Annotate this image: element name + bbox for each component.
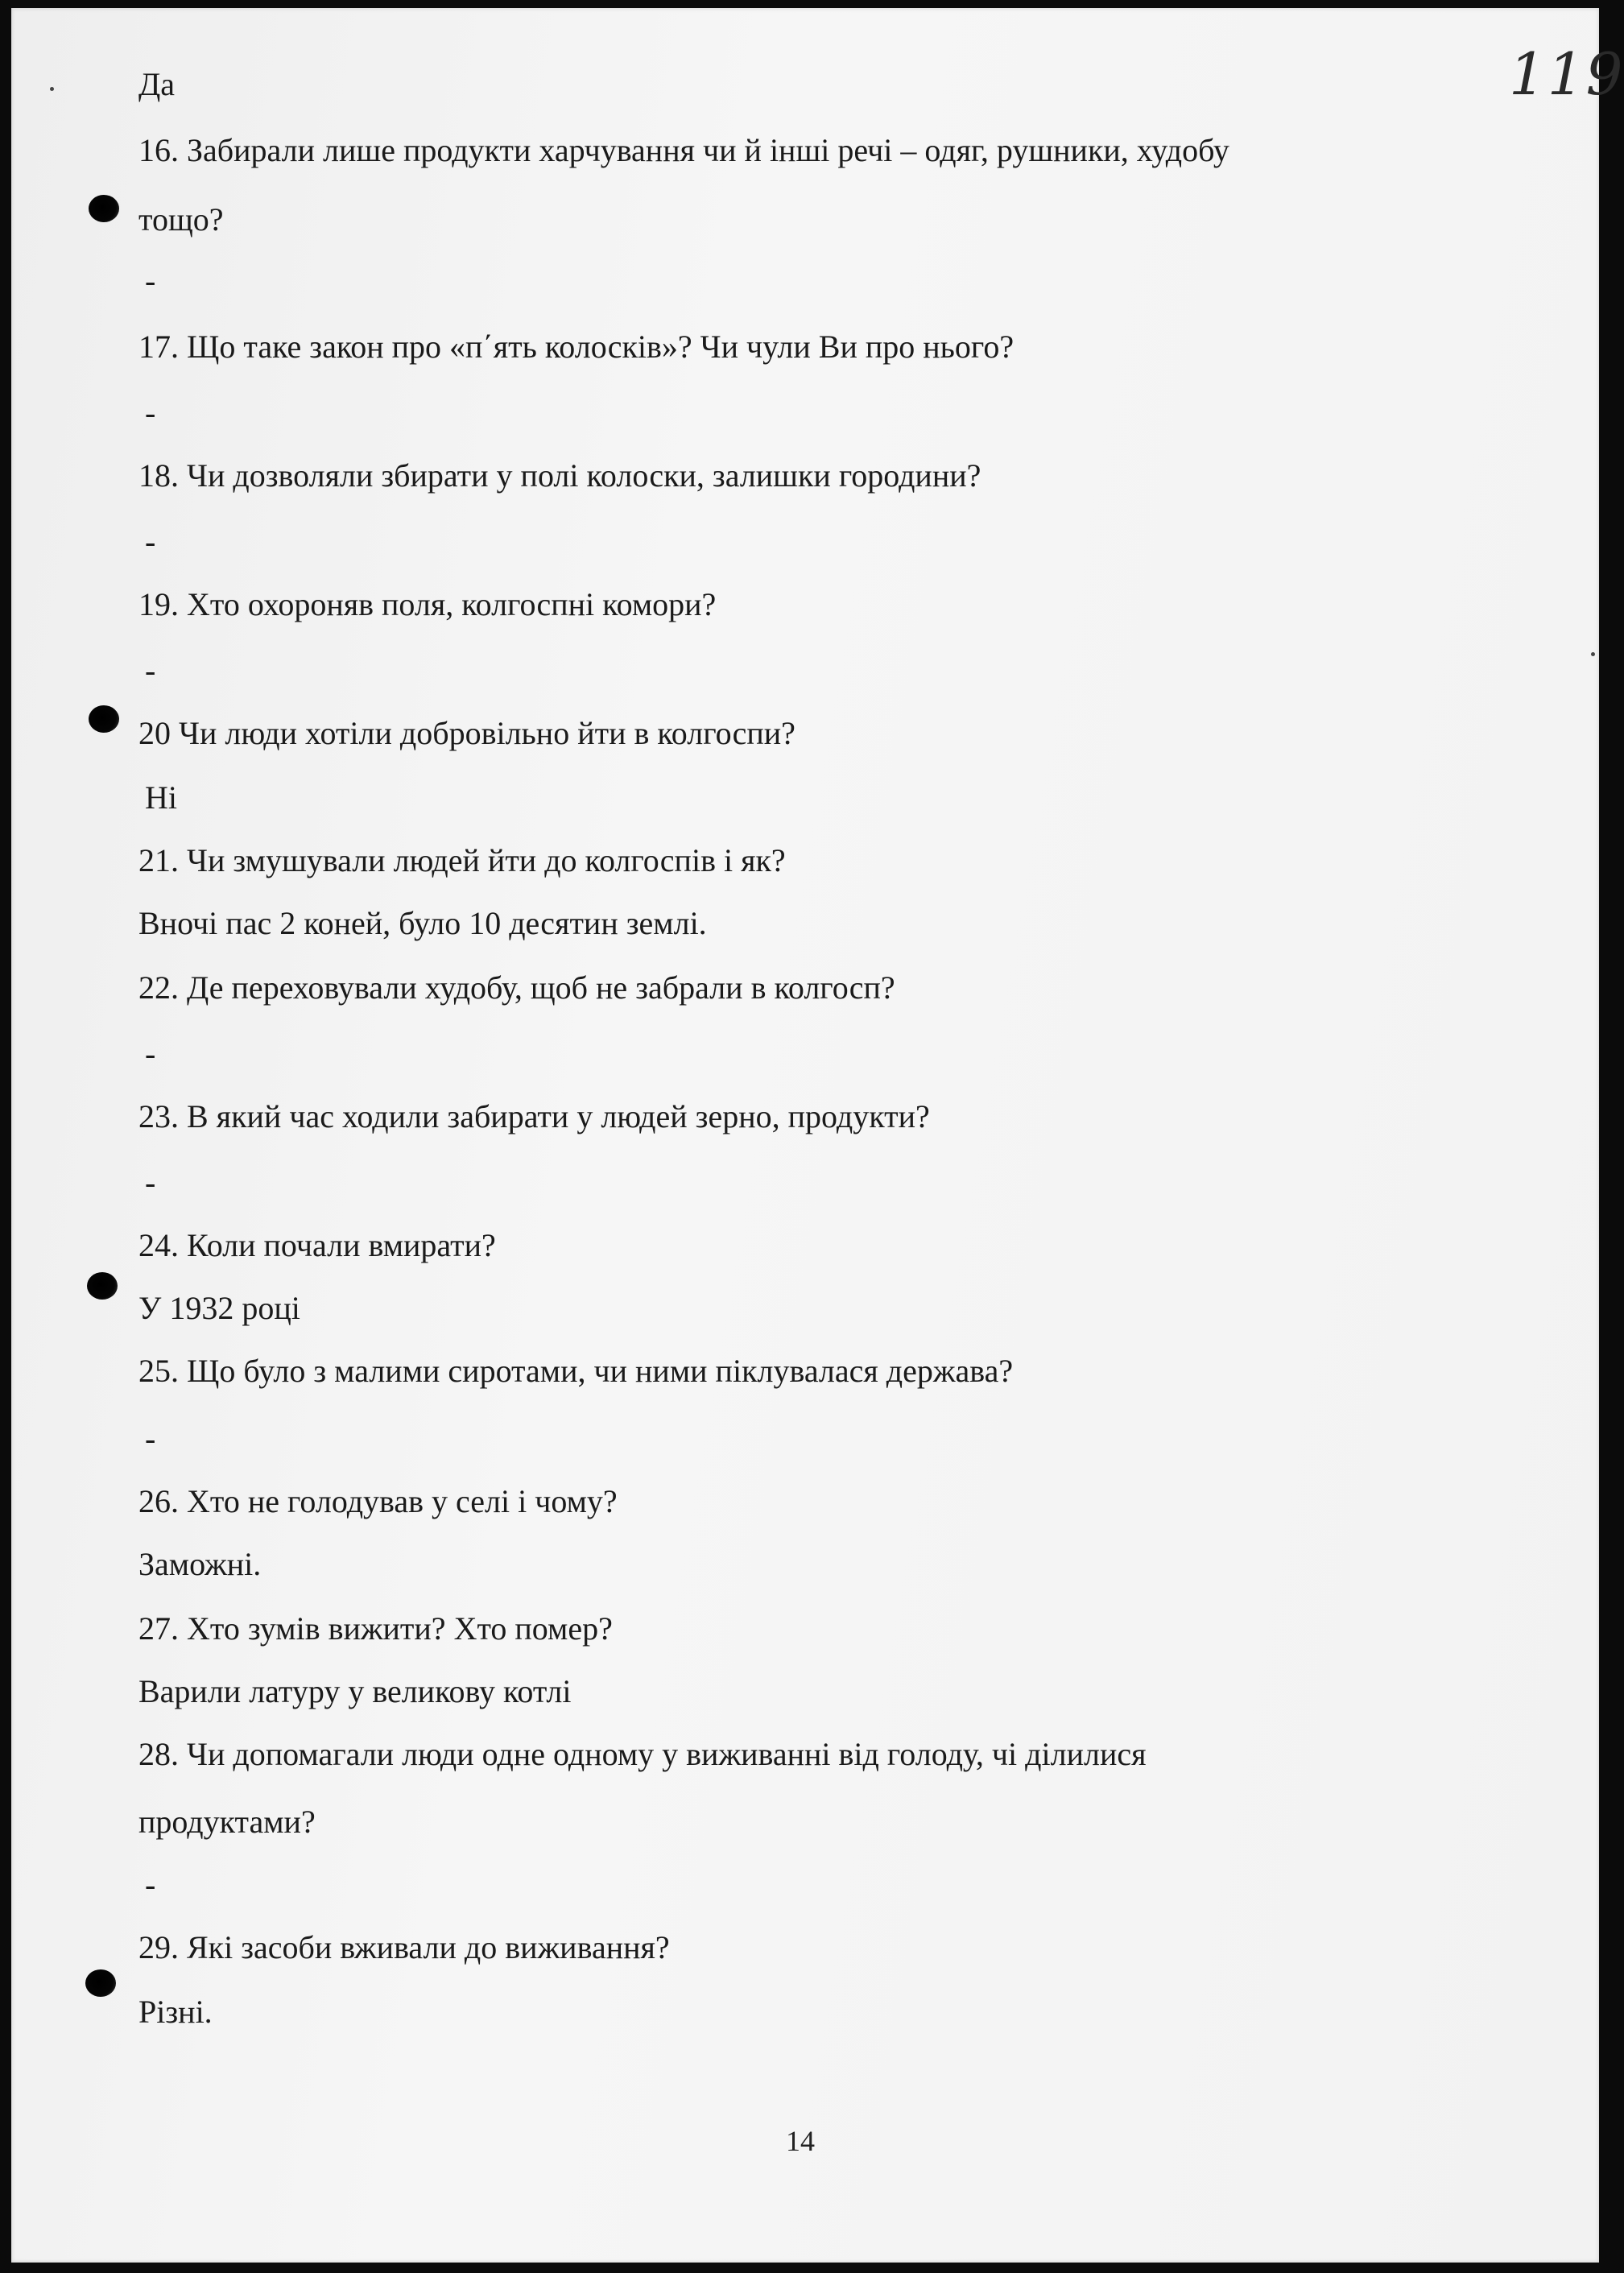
text-line: - [145, 1164, 156, 1201]
text-line: 19. Хто охороняв поля, колгоспні комори? [138, 586, 717, 622]
text-line: - [145, 395, 156, 431]
text-line: 26. Хто не голодував у селі і чому? [138, 1483, 618, 1519]
text-line: 17. Що таке закон про «п΄ять колосків»? Чи чули Ви про нього? [138, 329, 1014, 365]
punch-hole [85, 1969, 116, 1997]
speck [1591, 652, 1595, 656]
text-line: Різні. [138, 1994, 213, 2030]
text-line: 24. Коли почали вмирати? [138, 1227, 496, 1263]
text-line: Да [138, 66, 176, 102]
text-line: 18. Чи дозволяли збирати у полі колоски, залишки городини? [138, 457, 981, 494]
punch-hole [89, 705, 119, 733]
punch-hole [87, 1272, 118, 1300]
text-line: - [145, 1420, 156, 1457]
text-line: Вночі пас 2 коней, було 10 десятин землі. [138, 905, 707, 941]
text-line: тощо? [138, 201, 224, 238]
text-line: 29. Які засоби вживали до виживання? [138, 1929, 670, 1965]
text-line: 22. Де переховували худобу, щоб не забрали в колгосп? [138, 969, 895, 1006]
text-line: - [145, 1866, 156, 1903]
text-line: - [145, 262, 156, 299]
text-line: - [145, 523, 156, 560]
text-line: - [145, 1035, 156, 1072]
text-line: Ні [145, 779, 177, 816]
page-number: 14 [786, 2125, 815, 2157]
text-line: 25. Що було з малими сиротами, чи ними піклувалася держава? [138, 1353, 1014, 1389]
archive-number: 119 [1509, 40, 1624, 108]
text-line: - [145, 652, 156, 688]
punch-hole [89, 195, 119, 222]
document-page [11, 8, 1624, 2263]
text-line: 27. Хто зумів вижити? Хто помер? [138, 1610, 613, 1647]
text-line: Заможні. [138, 1546, 262, 1582]
text-line: 21. Чи змушували людей йти до колгоспів і як? [138, 842, 786, 878]
text-line: 20 Чи люди хотіли добровільно йти в колгоспи? [138, 715, 795, 751]
text-line: Варили латуру у великову котлі [138, 1673, 572, 1709]
text-line: 16. Забирали лише продукти харчування чи й інші речі – одяг, рушники, худобу [138, 132, 1229, 168]
text-line: 28. Чи допомагали люди одне одному у виживанні від голоду, чі ділилися [138, 1736, 1147, 1772]
text-line: 23. В який час ходили забирати у людей зерно, продукти? [138, 1098, 930, 1134]
speck [50, 87, 54, 91]
text-line: У 1932 році [138, 1290, 300, 1326]
text-line: продуктами? [138, 1804, 316, 1840]
